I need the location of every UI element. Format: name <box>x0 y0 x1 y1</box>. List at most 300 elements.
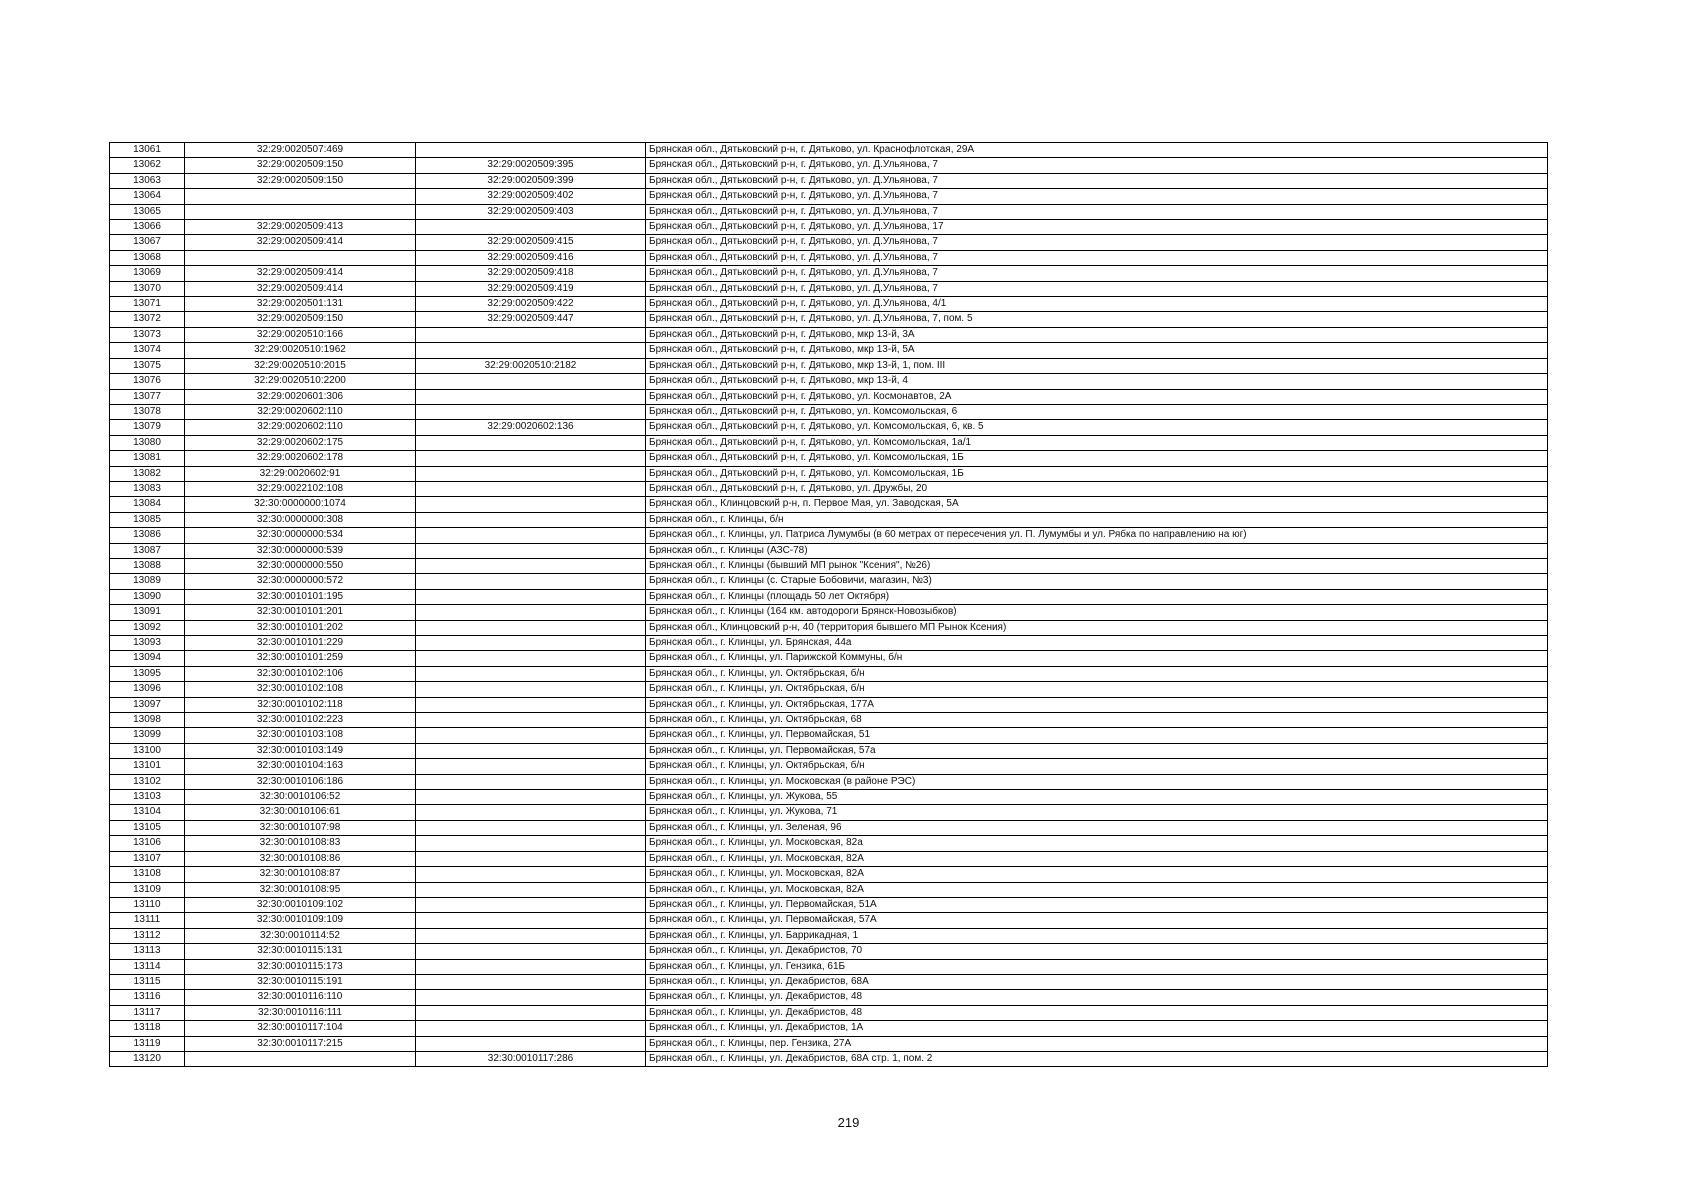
row-number-cell: 13088 <box>110 558 185 573</box>
cadastral-number-cell: 32:30:0010101:201 <box>185 605 416 620</box>
premises-cadastral-number-cell <box>416 512 646 527</box>
row-number-cell: 13116 <box>110 990 185 1005</box>
cadastral-number-cell: 32:29:0020509:414 <box>185 281 416 296</box>
table-row <box>110 636 1548 651</box>
table-row <box>110 990 1548 1005</box>
table-row <box>110 420 1548 435</box>
table-row <box>110 574 1548 589</box>
cadastral-number-cell <box>185 189 416 204</box>
premises-cadastral-number-cell <box>416 543 646 558</box>
premises-cadastral-number-cell <box>416 481 646 496</box>
address-cell: Брянская обл., Дятьковский р-н, г. Дятьково, ул. Д.Ульянова, 4/1 <box>646 297 1548 312</box>
address-cell: Брянская обл., Дятьковский р-н, г. Дятьково, ул. Д.Ульянова, 7 <box>646 235 1548 250</box>
row-number-cell: 13084 <box>110 497 185 512</box>
table-row <box>110 497 1548 512</box>
cadastral-number-cell: 32:30:0000000:534 <box>185 528 416 543</box>
premises-cadastral-number-cell <box>416 790 646 805</box>
row-number-cell: 13094 <box>110 651 185 666</box>
cadastral-number-cell: 32:30:0000000:572 <box>185 574 416 589</box>
page-number: 219 <box>837 1115 860 1130</box>
row-number-cell: 13100 <box>110 743 185 758</box>
row-number-cell: 13082 <box>110 466 185 481</box>
premises-cadastral-number-cell <box>416 389 646 404</box>
cadastral-number-cell: 32:30:0000000:539 <box>185 543 416 558</box>
address-cell: Брянская обл., Дятьковский р-н, г. Дятьково, ул. Д.Ульянова, 7 <box>646 173 1548 188</box>
row-number-cell: 13067 <box>110 235 185 250</box>
premises-cadastral-number-cell <box>416 974 646 989</box>
row-number-cell: 13089 <box>110 574 185 589</box>
premises-cadastral-number-cell <box>416 728 646 743</box>
cadastral-number-cell: 32:29:0020602:91 <box>185 466 416 481</box>
premises-cadastral-number-cell <box>416 651 646 666</box>
table-row <box>110 158 1548 173</box>
premises-cadastral-number-cell: 32:29:0020509:419 <box>416 281 646 296</box>
cadastral-number-cell: 32:30:0010102:108 <box>185 682 416 697</box>
premises-cadastral-number-cell <box>416 1036 646 1051</box>
row-number-cell: 13086 <box>110 528 185 543</box>
premises-cadastral-number-cell <box>416 404 646 419</box>
row-number-cell: 13112 <box>110 928 185 943</box>
table-row <box>110 297 1548 312</box>
table-row <box>110 666 1548 681</box>
address-cell: Брянская обл., г. Клинцы (с. Старые Бобовичи, магазин, №3) <box>646 574 1548 589</box>
address-cell: Брянская обл., Дятьковский р-н, г. Дятьково, ул. Д.Ульянова, 7 <box>646 204 1548 219</box>
table-row <box>110 790 1548 805</box>
premises-cadastral-number-cell <box>416 1005 646 1020</box>
row-number-cell: 13097 <box>110 697 185 712</box>
address-cell: Брянская обл., г. Клинцы, ул. Гензика, 61Б <box>646 959 1548 974</box>
cadastral-number-cell: 32:29:0020602:178 <box>185 451 416 466</box>
address-cell: Брянская обл., г. Клинцы, ул. Декабристов, 48 <box>646 1005 1548 1020</box>
address-cell: Брянская обл., г. Клинцы, ул. Октябрьская, б/н <box>646 759 1548 774</box>
premises-cadastral-number-cell <box>416 589 646 604</box>
cadastral-number-cell <box>185 250 416 265</box>
cadastral-number-cell: 32:29:0020602:110 <box>185 420 416 435</box>
table-row <box>110 220 1548 235</box>
address-cell: Брянская обл., г. Клинцы (164 км. автодороги Брянск-Новозыбков) <box>646 605 1548 620</box>
cadastral-number-cell: 32:29:0020602:175 <box>185 435 416 450</box>
address-cell: Брянская обл., г. Клинцы, ул. Декабристов, 70 <box>646 944 1548 959</box>
row-number-cell: 13079 <box>110 420 185 435</box>
premises-cadastral-number-cell <box>416 574 646 589</box>
table-row <box>110 605 1548 620</box>
table-row <box>110 466 1548 481</box>
premises-cadastral-number-cell: 32:29:0020509:447 <box>416 312 646 327</box>
row-number-cell: 13066 <box>110 220 185 235</box>
premises-cadastral-number-cell: 32:29:0020509:402 <box>416 189 646 204</box>
row-number-cell: 13101 <box>110 759 185 774</box>
cadastral-number-cell: 32:30:0010103:108 <box>185 728 416 743</box>
address-cell: Брянская обл., г. Клинцы, ул. Брянская, 44а <box>646 636 1548 651</box>
address-cell: Брянская обл., г. Клинцы, ул. Первомайская, 51 <box>646 728 1548 743</box>
premises-cadastral-number-cell: 32:29:0020510:2182 <box>416 358 646 373</box>
table-row <box>110 451 1548 466</box>
address-cell: Брянская обл., Дятьковский р-н, г. Дятьково, ул. Дружбы, 20 <box>646 481 1548 496</box>
table-row <box>110 974 1548 989</box>
registry-table <box>109 142 1548 1067</box>
premises-cadastral-number-cell <box>416 944 646 959</box>
row-number-cell: 13076 <box>110 374 185 389</box>
table-row <box>110 389 1548 404</box>
row-number-cell: 13120 <box>110 1051 185 1066</box>
row-number-cell: 13108 <box>110 867 185 882</box>
row-number-cell: 13115 <box>110 974 185 989</box>
row-number-cell: 13063 <box>110 173 185 188</box>
row-number-cell: 13075 <box>110 358 185 373</box>
row-number-cell: 13073 <box>110 327 185 342</box>
premises-cadastral-number-cell <box>416 636 646 651</box>
cadastral-number-cell: 32:30:0010114:52 <box>185 928 416 943</box>
row-number-cell: 13106 <box>110 836 185 851</box>
row-number-cell: 13092 <box>110 620 185 635</box>
table-row <box>110 358 1548 373</box>
premises-cadastral-number-cell <box>416 220 646 235</box>
row-number-cell: 13068 <box>110 250 185 265</box>
row-number-cell: 13090 <box>110 589 185 604</box>
row-number-cell: 13081 <box>110 451 185 466</box>
row-number-cell: 13077 <box>110 389 185 404</box>
table-row <box>110 728 1548 743</box>
row-number-cell: 13103 <box>110 790 185 805</box>
premises-cadastral-number-cell <box>416 682 646 697</box>
address-cell: Брянская обл., Дятьковский р-н, г. Дятьково, ул. Д.Ульянова, 7 <box>646 266 1548 281</box>
premises-cadastral-number-cell <box>416 713 646 728</box>
row-number-cell: 13107 <box>110 851 185 866</box>
table-row <box>110 435 1548 450</box>
row-number-cell: 13118 <box>110 1021 185 1036</box>
premises-cadastral-number-cell <box>416 435 646 450</box>
cadastral-number-cell: 32:29:0020501:131 <box>185 297 416 312</box>
cadastral-number-cell: 32:29:0020507:469 <box>185 143 416 158</box>
cadastral-number-cell: 32:30:0010115:173 <box>185 959 416 974</box>
address-cell: Брянская обл., Дятьковский р-н, г. Дятьково, ул. Д.Ульянова, 7 <box>646 158 1548 173</box>
row-number-cell: 13093 <box>110 636 185 651</box>
premises-cadastral-number-cell <box>416 466 646 481</box>
row-number-cell: 13096 <box>110 682 185 697</box>
address-cell: Брянская обл., г. Клинцы, ул. Октябрьская, 177А <box>646 697 1548 712</box>
address-cell: Брянская обл., г. Клинцы, ул. Московская, 82А <box>646 851 1548 866</box>
cadastral-number-cell: 32:29:0020510:1962 <box>185 343 416 358</box>
cadastral-number-cell: 32:29:0020510:2015 <box>185 358 416 373</box>
address-cell: Брянская обл., Дятьковский р-н, г. Дятьково, ул. Краснофлотская, 29А <box>646 143 1548 158</box>
address-cell: Брянская обл., Дятьковский р-н, г. Дятьково, мкр 13-й, 3А <box>646 327 1548 342</box>
table-row <box>110 944 1548 959</box>
address-cell: Брянская обл., г. Клинцы, ул. Московская, 82А <box>646 882 1548 897</box>
table-row <box>110 235 1548 250</box>
cadastral-number-cell: 32:30:0010101:259 <box>185 651 416 666</box>
cadastral-number-cell: 32:30:0010101:195 <box>185 589 416 604</box>
cadastral-number-cell: 32:30:0010102:118 <box>185 697 416 712</box>
address-cell: Брянская обл., г. Клинцы (площадь 50 лет Октября) <box>646 589 1548 604</box>
cadastral-number-cell <box>185 204 416 219</box>
address-cell: Брянская обл., Дятьковский р-н, г. Дятьково, ул. Д.Ульянова, 7 <box>646 281 1548 296</box>
registry-table-body <box>110 143 1548 1067</box>
table-row <box>110 589 1548 604</box>
address-cell: Брянская обл., Клинцовский р-н, п. Первое Мая, ул. Заводская, 5А <box>646 497 1548 512</box>
premises-cadastral-number-cell <box>416 820 646 835</box>
cadastral-number-cell: 32:29:0022102:108 <box>185 481 416 496</box>
table-row <box>110 759 1548 774</box>
premises-cadastral-number-cell <box>416 1021 646 1036</box>
cadastral-number-cell: 32:30:0010101:202 <box>185 620 416 635</box>
table-row <box>110 697 1548 712</box>
row-number-cell: 13069 <box>110 266 185 281</box>
address-cell: Брянская обл., г. Клинцы, ул. Московская, 82А <box>646 867 1548 882</box>
table-row <box>110 281 1548 296</box>
address-cell: Брянская обл., г. Клинцы, ул. Московская, 82а <box>646 836 1548 851</box>
premises-cadastral-number-cell: 32:29:0020602:136 <box>416 420 646 435</box>
table-row <box>110 820 1548 835</box>
row-number-cell: 13099 <box>110 728 185 743</box>
table-row <box>110 682 1548 697</box>
table-row <box>110 897 1548 912</box>
cadastral-number-cell: 32:30:0000000:308 <box>185 512 416 527</box>
address-cell: Брянская обл., г. Клинцы, ул. Первомайская, 57А <box>646 913 1548 928</box>
premises-cadastral-number-cell <box>416 605 646 620</box>
address-cell: Брянская обл., г. Клинцы, ул. Декабристов, 68А <box>646 974 1548 989</box>
row-number-cell: 13072 <box>110 312 185 327</box>
table-row <box>110 327 1548 342</box>
address-cell: Брянская обл., г. Клинцы, ул. Декабристов, 68А стр. 1, пом. 2 <box>646 1051 1548 1066</box>
address-cell: Брянская обл., г. Клинцы, ул. Жукова, 55 <box>646 790 1548 805</box>
cadastral-number-cell: 32:30:0010109:102 <box>185 897 416 912</box>
premises-cadastral-number-cell <box>416 697 646 712</box>
premises-cadastral-number-cell <box>416 528 646 543</box>
address-cell: Брянская обл., Дятьковский р-н, г. Дятьково, ул. Комсомольская, 6 <box>646 404 1548 419</box>
cadastral-number-cell: 32:30:0010102:223 <box>185 713 416 728</box>
cadastral-number-cell: 32:29:0020601:306 <box>185 389 416 404</box>
row-number-cell: 13064 <box>110 189 185 204</box>
premises-cadastral-number-cell: 32:29:0020509:395 <box>416 158 646 173</box>
table-row <box>110 173 1548 188</box>
address-cell: Брянская обл., Дятьковский р-н, г. Дятьково, ул. Комсомольская, 6, кв. 5 <box>646 420 1548 435</box>
address-cell: Брянская обл., г. Клинцы, ул. Московская (в районе РЭС) <box>646 774 1548 789</box>
address-cell: Брянская обл., Дятьковский р-н, г. Дятьково, ул. Д.Ульянова, 7 <box>646 250 1548 265</box>
table-row <box>110 805 1548 820</box>
row-number-cell: 13102 <box>110 774 185 789</box>
premises-cadastral-number-cell <box>416 497 646 512</box>
cadastral-number-cell: 32:30:0010107:98 <box>185 820 416 835</box>
row-number-cell: 13062 <box>110 158 185 173</box>
premises-cadastral-number-cell <box>416 143 646 158</box>
premises-cadastral-number-cell <box>416 374 646 389</box>
table-row <box>110 528 1548 543</box>
row-number-cell: 13080 <box>110 435 185 450</box>
table-row <box>110 1005 1548 1020</box>
table-row <box>110 928 1548 943</box>
table-row <box>110 481 1548 496</box>
address-cell: Брянская обл., г. Клинцы, ул. Октябрьская, 68 <box>646 713 1548 728</box>
row-number-cell: 13074 <box>110 343 185 358</box>
table-row <box>110 713 1548 728</box>
address-cell: Брянская обл., Дятьковский р-н, г. Дятьково, мкр 13-й, 5А <box>646 343 1548 358</box>
table-row <box>110 882 1548 897</box>
address-cell: Брянская обл., г. Клинцы, ул. Октябрьская, б/н <box>646 682 1548 697</box>
cadastral-number-cell: 32:30:0010108:87 <box>185 867 416 882</box>
address-cell: Брянская обл., г. Клинцы (АЗС-78) <box>646 543 1548 558</box>
table-row <box>110 1021 1548 1036</box>
cadastral-number-cell: 32:29:0020510:166 <box>185 327 416 342</box>
premises-cadastral-number-cell <box>416 666 646 681</box>
cadastral-number-cell: 32:29:0020509:414 <box>185 266 416 281</box>
address-cell: Брянская обл., г. Клинцы, б/н <box>646 512 1548 527</box>
cadastral-number-cell: 32:30:0010116:111 <box>185 1005 416 1020</box>
premises-cadastral-number-cell <box>416 327 646 342</box>
cadastral-number-cell: 32:30:0010108:86 <box>185 851 416 866</box>
table-row <box>110 774 1548 789</box>
table-row <box>110 204 1548 219</box>
table-row <box>110 959 1548 974</box>
address-cell: Брянская обл., г. Клинцы, пер. Гензика, 27А <box>646 1036 1548 1051</box>
premises-cadastral-number-cell <box>416 774 646 789</box>
premises-cadastral-number-cell: 32:29:0020509:418 <box>416 266 646 281</box>
cadastral-number-cell: 32:29:0020509:150 <box>185 312 416 327</box>
premises-cadastral-number-cell: 32:29:0020509:422 <box>416 297 646 312</box>
row-number-cell: 13105 <box>110 820 185 835</box>
cadastral-number-cell: 32:30:0010109:109 <box>185 913 416 928</box>
premises-cadastral-number-cell <box>416 913 646 928</box>
row-number-cell: 13114 <box>110 959 185 974</box>
premises-cadastral-number-cell <box>416 836 646 851</box>
premises-cadastral-number-cell <box>416 928 646 943</box>
premises-cadastral-number-cell <box>416 343 646 358</box>
cadastral-number-cell: 32:30:0010101:229 <box>185 636 416 651</box>
table-row <box>110 374 1548 389</box>
address-cell: Брянская обл., г. Клинцы, ул. Патриса Лумумбы (в 60 метрах от пересечения ул. П. Лумумбы и ул. Рябка по направлению на юг) <box>646 528 1548 543</box>
premises-cadastral-number-cell <box>416 759 646 774</box>
table-row <box>110 851 1548 866</box>
premises-cadastral-number-cell <box>416 620 646 635</box>
row-number-cell: 13113 <box>110 944 185 959</box>
row-number-cell: 13065 <box>110 204 185 219</box>
table-row <box>110 266 1548 281</box>
cadastral-number-cell: 32:29:0020509:413 <box>185 220 416 235</box>
table-row <box>110 743 1548 758</box>
premises-cadastral-number-cell: 32:29:0020509:399 <box>416 173 646 188</box>
address-cell: Брянская обл., г. Клинцы, ул. Первомайская, 51А <box>646 897 1548 912</box>
row-number-cell: 13091 <box>110 605 185 620</box>
address-cell: Брянская обл., Дятьковский р-н, г. Дятьково, мкр 13-й, 4 <box>646 374 1548 389</box>
address-cell: Брянская обл., г. Клинцы, ул. Зеленая, 96 <box>646 820 1548 835</box>
row-number-cell: 13071 <box>110 297 185 312</box>
cadastral-number-cell: 32:30:0010106:186 <box>185 774 416 789</box>
row-number-cell: 13085 <box>110 512 185 527</box>
cadastral-number-cell: 32:29:0020510:2200 <box>185 374 416 389</box>
row-number-cell: 13087 <box>110 543 185 558</box>
table-row <box>110 189 1548 204</box>
row-number-cell: 13061 <box>110 143 185 158</box>
address-cell: Брянская обл., г. Клинцы, ул. Баррикадная, 1 <box>646 928 1548 943</box>
address-cell: Брянская обл., г. Клинцы, ул. Жукова, 71 <box>646 805 1548 820</box>
table-row <box>110 512 1548 527</box>
table-row <box>110 250 1548 265</box>
table-row <box>110 143 1548 158</box>
row-number-cell: 13119 <box>110 1036 185 1051</box>
row-number-cell: 13117 <box>110 1005 185 1020</box>
cadastral-number-cell: 32:29:0020509:414 <box>185 235 416 250</box>
table-row <box>110 1036 1548 1051</box>
table-row <box>110 404 1548 419</box>
address-cell: Брянская обл., Дятьковский р-н, г. Дятьково, ул. Комсомольская, 1а/1 <box>646 435 1548 450</box>
address-cell: Брянская обл., Дятьковский р-н, г. Дятьково, ул. Д.Ульянова, 7, пом. 5 <box>646 312 1548 327</box>
cadastral-number-cell: 32:30:0010106:52 <box>185 790 416 805</box>
premises-cadastral-number-cell: 32:29:0020509:403 <box>416 204 646 219</box>
address-cell: Брянская обл., Дятьковский р-н, г. Дятьково, ул. Комсомольская, 1Б <box>646 466 1548 481</box>
premises-cadastral-number-cell: 32:30:0010117:286 <box>416 1051 646 1066</box>
row-number-cell: 13109 <box>110 882 185 897</box>
table-row <box>110 312 1548 327</box>
cadastral-number-cell <box>185 1051 416 1066</box>
cadastral-number-cell: 32:30:0010102:106 <box>185 666 416 681</box>
cadastral-number-cell: 32:29:0020509:150 <box>185 173 416 188</box>
cadastral-number-cell: 32:30:0010106:61 <box>185 805 416 820</box>
cadastral-number-cell: 32:30:0010115:191 <box>185 974 416 989</box>
premises-cadastral-number-cell <box>416 805 646 820</box>
cadastral-number-cell: 32:30:0000000:1074 <box>185 497 416 512</box>
cadastral-number-cell: 32:30:0010115:131 <box>185 944 416 959</box>
cadastral-number-cell: 32:30:0010117:215 <box>185 1036 416 1051</box>
address-cell: Брянская обл., Дятьковский р-н, г. Дятьково, ул. Д.Ульянова, 17 <box>646 220 1548 235</box>
table-row <box>110 836 1548 851</box>
address-cell: Брянская обл., г. Клинцы, ул. Парижской Коммуны, б/н <box>646 651 1548 666</box>
row-number-cell: 13070 <box>110 281 185 296</box>
row-number-cell: 13095 <box>110 666 185 681</box>
premises-cadastral-number-cell: 32:29:0020509:416 <box>416 250 646 265</box>
premises-cadastral-number-cell <box>416 882 646 897</box>
table-row <box>110 543 1548 558</box>
address-cell: Брянская обл., г. Клинцы (бывший МП рынок "Ксения", №26) <box>646 558 1548 573</box>
premises-cadastral-number-cell <box>416 451 646 466</box>
premises-cadastral-number-cell <box>416 558 646 573</box>
address-cell: Брянская обл., г. Клинцы, ул. Декабристов, 1А <box>646 1021 1548 1036</box>
premises-cadastral-number-cell <box>416 851 646 866</box>
table-row <box>110 620 1548 635</box>
address-cell: Брянская обл., Дятьковский р-н, г. Дятьково, ул. Д.Ульянова, 7 <box>646 189 1548 204</box>
premises-cadastral-number-cell <box>416 897 646 912</box>
premises-cadastral-number-cell <box>416 990 646 1005</box>
cadastral-number-cell: 32:30:0000000:550 <box>185 558 416 573</box>
table-row <box>110 651 1548 666</box>
row-number-cell: 13104 <box>110 805 185 820</box>
address-cell: Брянская обл., г. Клинцы, ул. Октябрьская, б/н <box>646 666 1548 681</box>
cadastral-number-cell: 32:30:0010103:149 <box>185 743 416 758</box>
address-cell: Брянская обл., Клинцовский р-н, 40 (территория бывшего МП Рынок Ксения) <box>646 620 1548 635</box>
address-cell: Брянская обл., Дятьковский р-н, г. Дятьково, ул. Космонавтов, 2А <box>646 389 1548 404</box>
cadastral-number-cell: 32:29:0020602:110 <box>185 404 416 419</box>
address-cell: Брянская обл., г. Клинцы, ул. Первомайская, 57а <box>646 743 1548 758</box>
cadastral-number-cell: 32:30:0010116:110 <box>185 990 416 1005</box>
table-row <box>110 913 1548 928</box>
row-number-cell: 13111 <box>110 913 185 928</box>
cadastral-number-cell: 32:30:0010117:104 <box>185 1021 416 1036</box>
address-cell: Брянская обл., Дятьковский р-н, г. Дятьково, мкр 13-й, 1, пом. III <box>646 358 1548 373</box>
table-row <box>110 1051 1548 1066</box>
premises-cadastral-number-cell <box>416 959 646 974</box>
row-number-cell: 13083 <box>110 481 185 496</box>
row-number-cell: 13110 <box>110 897 185 912</box>
table-row <box>110 343 1548 358</box>
address-cell: Брянская обл., Дятьковский р-н, г. Дятьково, ул. Комсомольская, 1Б <box>646 451 1548 466</box>
cadastral-number-cell: 32:30:0010104:163 <box>185 759 416 774</box>
premises-cadastral-number-cell: 32:29:0020509:415 <box>416 235 646 250</box>
row-number-cell: 13078 <box>110 404 185 419</box>
premises-cadastral-number-cell <box>416 743 646 758</box>
row-number-cell: 13098 <box>110 713 185 728</box>
address-cell: Брянская обл., г. Клинцы, ул. Декабристов, 48 <box>646 990 1548 1005</box>
cadastral-number-cell: 32:30:0010108:95 <box>185 882 416 897</box>
table-row <box>110 558 1548 573</box>
table-row <box>110 867 1548 882</box>
